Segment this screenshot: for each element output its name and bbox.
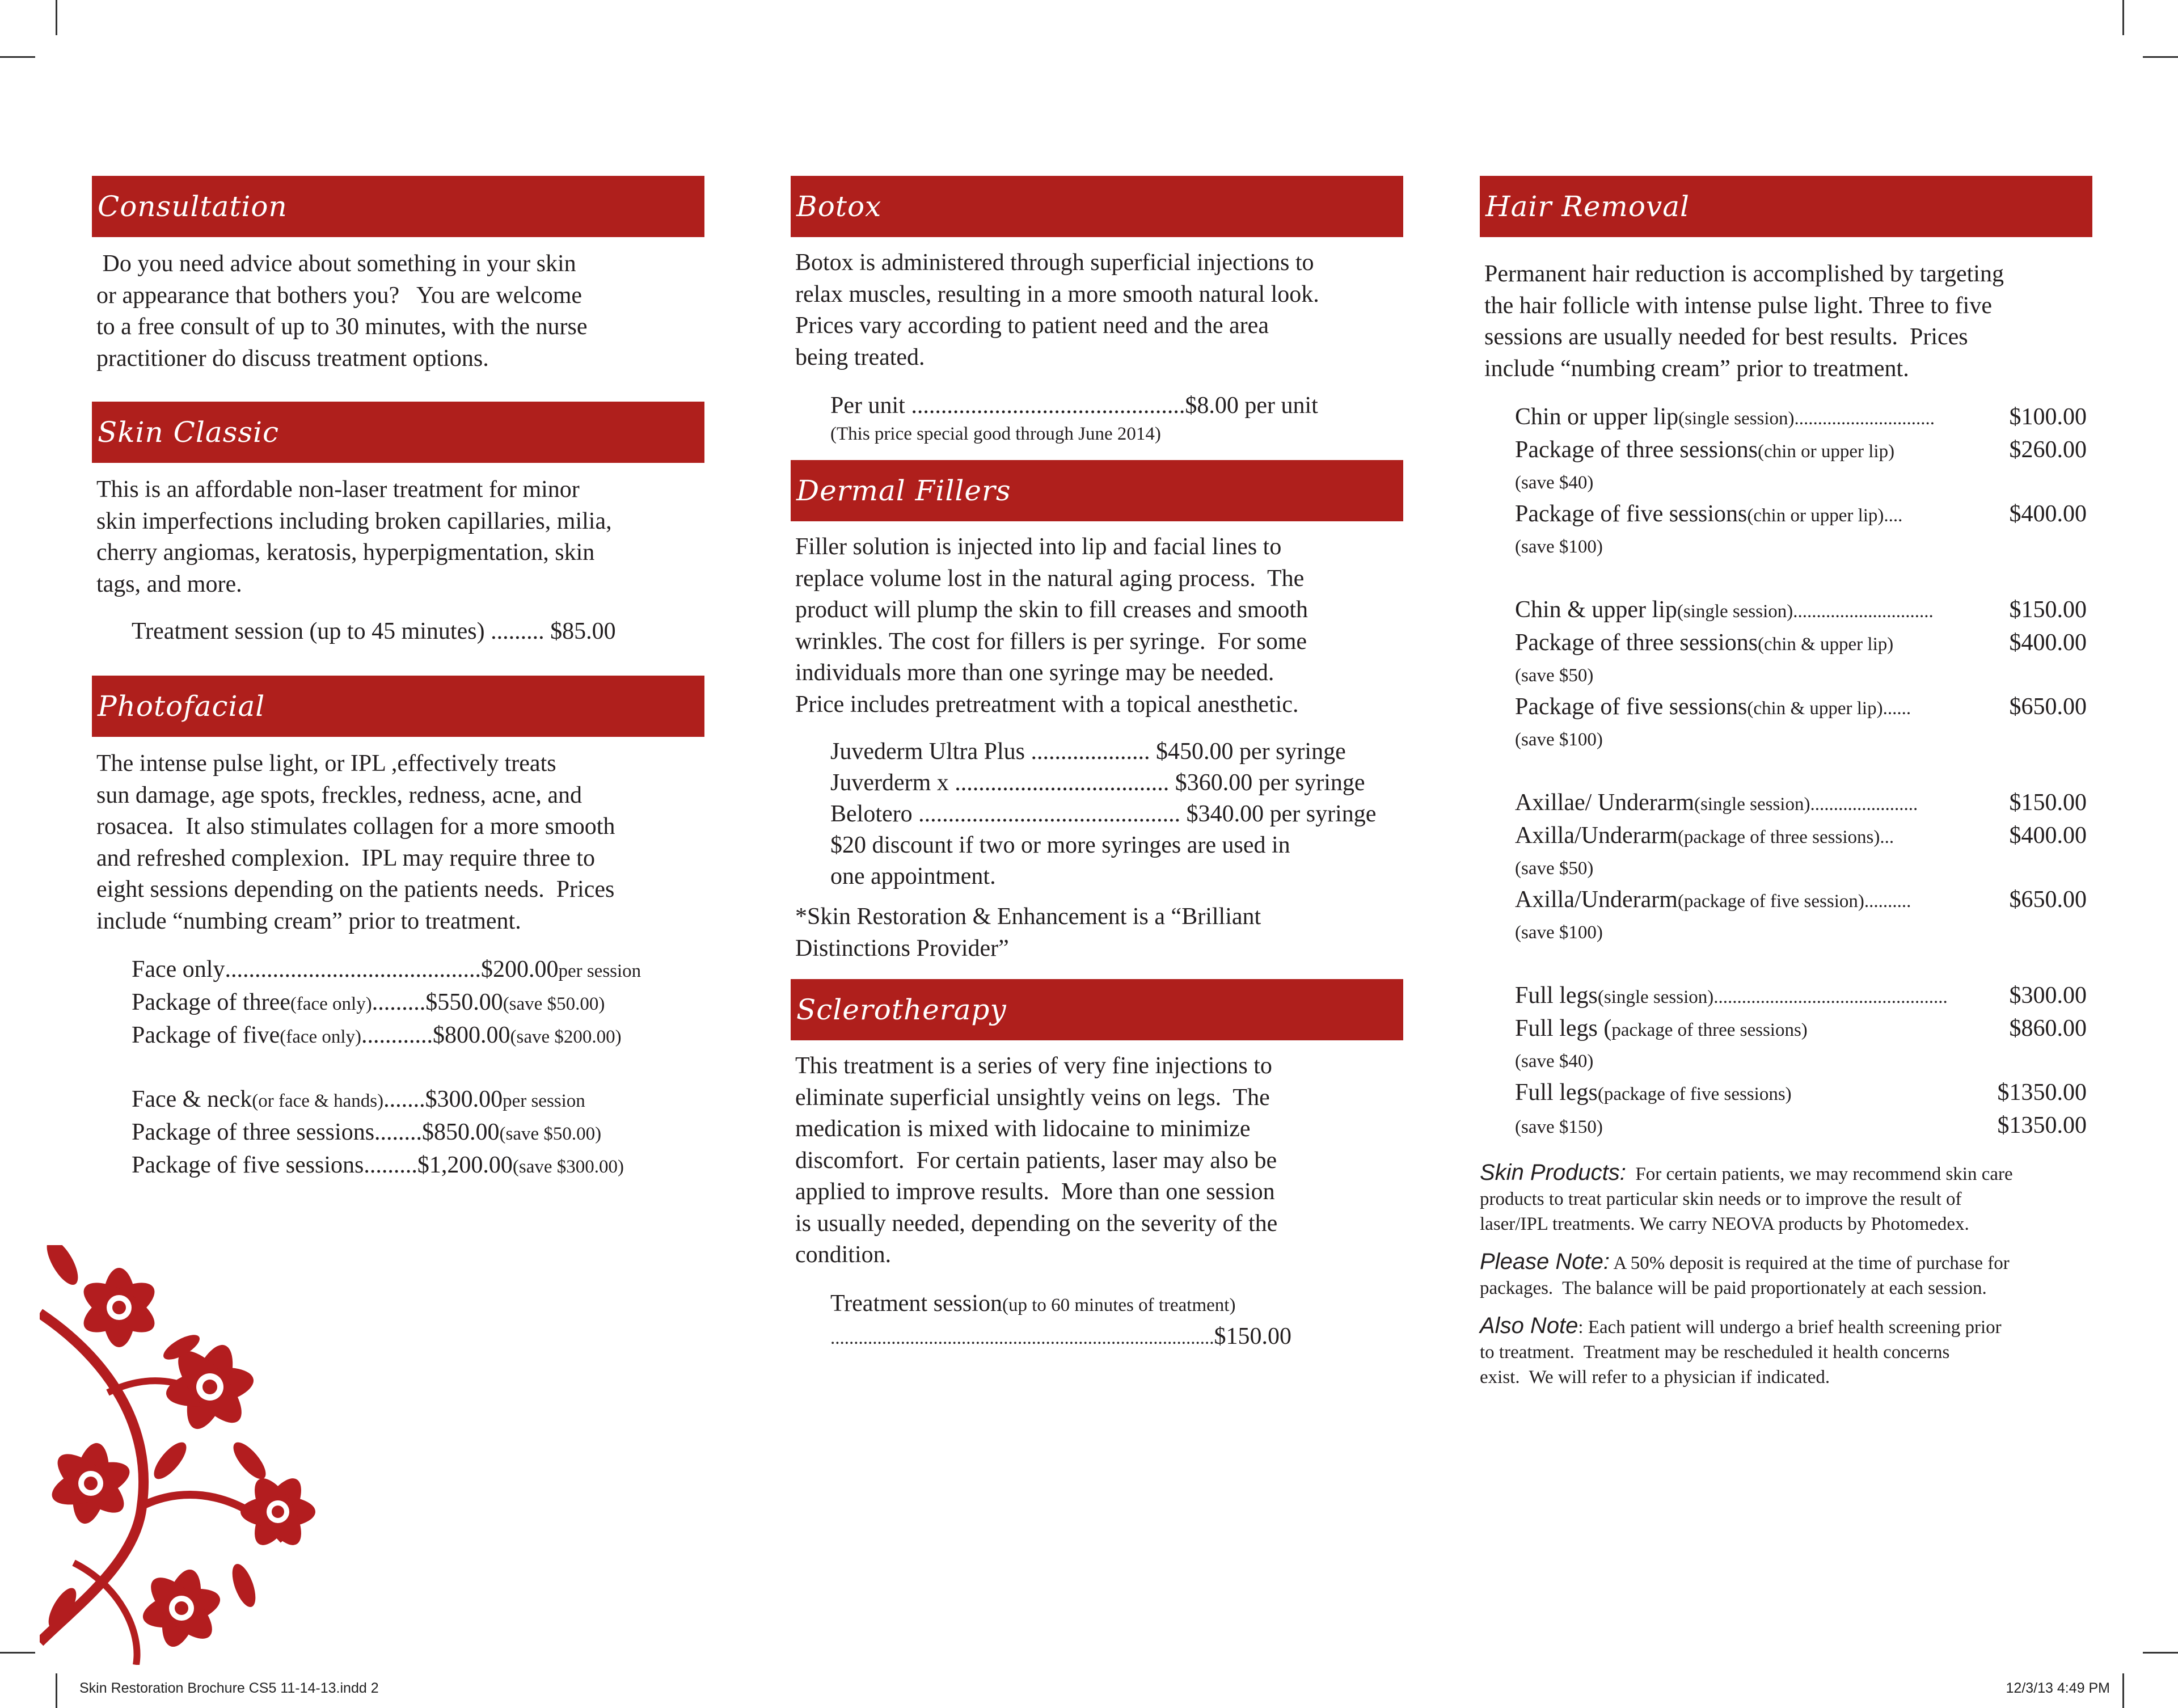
- column-left: [92, 176, 704, 1183]
- crop-mark: [2143, 1652, 2178, 1654]
- price-line: Axillae/ Underarm (single session)....................... $150.00: [1515, 790, 2087, 816]
- dermal-fillers-banner: Dermal Fillers: [791, 460, 1403, 521]
- crop-mark: [56, 1673, 57, 1708]
- price-line: Juverderm x .................................... $360.00 per syringe: [830, 770, 1365, 796]
- botox-text: Botox is administered through superficial injections to relax muscles, resulting in a more smooth natural look. Prices vary according to patient need and the area being treated.: [795, 250, 1319, 370]
- notes: [1480, 1160, 2092, 1390]
- crop-mark: [2143, 56, 2178, 58]
- provider-text: *Skin Restoration & Enhancement is a “Brilliant Distinctions Provider”: [795, 904, 1261, 961]
- price-line: Chin & upper lip (single session).............................. $150.00: [1515, 597, 2087, 623]
- price-line: Full legs (single session).................................................. $300.00: [1515, 982, 2087, 1009]
- also-note-title: Also Note: [1480, 1313, 1578, 1338]
- price-line: Package of five (face only) ............ $800.00 (save $200.00): [132, 1022, 622, 1048]
- price-line: (save $150) $1350.00: [1515, 1112, 2087, 1138]
- floral-ornament-icon: [40, 1245, 335, 1665]
- hair-removal-text: Permanent hair reduction is accomplished by targeting the hair follicle with intense pulse light. Three to five sessions are usually needed for best results. Prices include “numbing cream” prior to treatment.: [1484, 261, 2004, 382]
- price-line: Package of five sessions (chin & upper lip)...... $650.00: [1515, 694, 2087, 720]
- price-line: Face only ........................................... $200.00 per session: [132, 956, 641, 982]
- column-middle: [791, 176, 1403, 1354]
- price-line: Belotero ............................................ $340.00 per syringe: [830, 801, 1377, 827]
- consultation-text: Do you need advice about something in your skin or appearance that bothers you? You are welcome to a free consult of up to 30 minutes, with the nurse practitioner do discuss treatment options.: [96, 251, 588, 372]
- botox-prices: [791, 390, 1403, 446]
- price-group: [1515, 980, 2087, 1143]
- also-note: Also Note: Each patient will undergo a brief health screening prior to treatment. Treatment may be rescheduled it health concerns exist. We will refer to a physician if indicated.: [1480, 1313, 2002, 1388]
- skin-products-note: Skin Products: For certain patients, we may recommend skin care products to treat particular skin needs or to improve the result of laser/IPL treatments. We carry NEOVA products by Photomedex.: [1480, 1160, 2013, 1234]
- price-line: Chin or upper lip (single session).............................. $100.00: [1515, 404, 2087, 430]
- price-line: Package of three sessions (chin & upper lip) $400.00: [1515, 630, 2087, 656]
- discount-text: $20 discount if two or more syringes are used in one appointment.: [830, 832, 1290, 889]
- photofacial-text: The intense pulse light, or IPL ,effectively treats sun damage, age spots, freckles, redness, acne, and rosacea. It also stimulates collagen for a more smooth and refreshed complexion. IPL may require three to eight sessions depending on the patients needs. Prices include “numbing cream” prior to treatment.: [96, 750, 615, 934]
- price-line: .................................................................................. $150.00: [830, 1323, 1291, 1349]
- price-line: Face & neck (or face & hands) ....... $300.00 per session: [132, 1086, 585, 1112]
- crop-mark: [0, 56, 35, 58]
- crop-mark: [2122, 1673, 2124, 1708]
- sclerotherapy-prices: [791, 1288, 1403, 1354]
- price-line: Treatment session (up to 60 minutes of treatment): [830, 1290, 1236, 1317]
- price-line: (save $40): [1515, 473, 1594, 493]
- price-line: Package of five sessions (chin or upper lip).... $400.00: [1515, 501, 2087, 527]
- hair-removal-banner: Hair Removal: [1480, 176, 2092, 237]
- price-line: (save $100): [1515, 537, 1603, 557]
- skin-products-title: Skin Products:: [1480, 1160, 1626, 1185]
- price-line: (save $50): [1515, 858, 1594, 879]
- photofacial-prices: [92, 954, 704, 1183]
- crop-mark: [56, 0, 57, 35]
- skin-classic-banner: Skin Classic: [92, 402, 704, 463]
- price-group: [1515, 787, 2087, 948]
- footer-date: 12/3/13 4:49 PM: [2006, 1680, 2110, 1696]
- price-line: Per unit ..............................................$8.00 per unit: [830, 393, 1318, 419]
- price-line: Package of three sessions ........ $850.00 (save $50.00): [132, 1119, 602, 1145]
- botox-banner: Botox: [791, 176, 1403, 237]
- price-line: (save $100): [1515, 922, 1603, 943]
- crop-mark: [2122, 0, 2124, 35]
- price-line: Package of three (face only) ......... $550.00 (save $50.00): [132, 989, 605, 1015]
- price-line: Axilla/Underarm (package of three sessions)... $400.00: [1515, 823, 2087, 849]
- skin-classic-text: This is an affordable non-laser treatment for minor skin imperfections including broken capillaries, milia, cherry angiomas, keratosis, hyperpigmentation, skin tags, and more.: [96, 476, 612, 597]
- crop-mark: [0, 1652, 35, 1654]
- dermal-fillers-text: Filler solution is injected into lip and facial lines to replace volume lost in the natural aging process. The product will plump the skin to fill creases and smooth wrinkles. The cost for fillers is per syringe. For some individuals more than one syringe may be needed. Price includes pretreatment with a topical anesthetic.: [795, 534, 1309, 718]
- photofacial-banner: Photofacial: [92, 676, 704, 737]
- price-line: Juvederm Ultra Plus .................... $450.00 per syringe: [830, 739, 1346, 765]
- dermal-fillers-prices: [791, 736, 1403, 892]
- sclerotherapy-banner: Sclerotherapy: [791, 979, 1403, 1040]
- price-note: (This price special good through June 2014): [830, 424, 1161, 444]
- consultation-banner: Consultation: [92, 176, 704, 237]
- price-line: Treatment session (up to 45 minutes) ......... $85.00: [132, 618, 616, 644]
- price-line: (save $50): [1515, 665, 1594, 686]
- price-line: (save $40): [1515, 1051, 1594, 1072]
- sclerotherapy-text: This treatment is a series of very fine injections to eliminate superficial unsightly veins on legs. The medication is mixed with lidocaine to minimize discomfort. For certain patients, laser may also be applied to improve results. More than one session is usually needed, depending on the severity of the condition.: [795, 1053, 1278, 1268]
- price-line: Full legs (package of five sessions) $1350.00: [1515, 1079, 2087, 1106]
- please-note-title: Please Note:: [1480, 1249, 1610, 1274]
- price-line: Package of three sessions (chin or upper lip) $260.00: [1515, 437, 2087, 463]
- please-note: Please Note: A 50% deposit is required at the time of purchase for packages. The balance will be paid proportionately at each session.: [1480, 1249, 2010, 1298]
- floral-decoration: [40, 1245, 335, 1665]
- footer-filename: Skin Restoration Brochure CS5 11-14-13.indd 2: [79, 1680, 379, 1696]
- price-group: [1515, 402, 2087, 563]
- price-line: Axilla/Underarm (package of five session).......... $650.00: [1515, 887, 2087, 913]
- hair-removal-prices: [1480, 402, 2092, 1143]
- price-line: Full legs ( package of three sessions) $860.00: [1515, 1015, 2087, 1041]
- price-line: Package of five sessions ......... $1,200.00 (save $300.00): [132, 1152, 624, 1178]
- price-group: [1515, 594, 2087, 756]
- price-line: (save $100): [1515, 729, 1603, 750]
- skin-classic-prices: [92, 616, 704, 647]
- column-right: [1480, 176, 2092, 1390]
